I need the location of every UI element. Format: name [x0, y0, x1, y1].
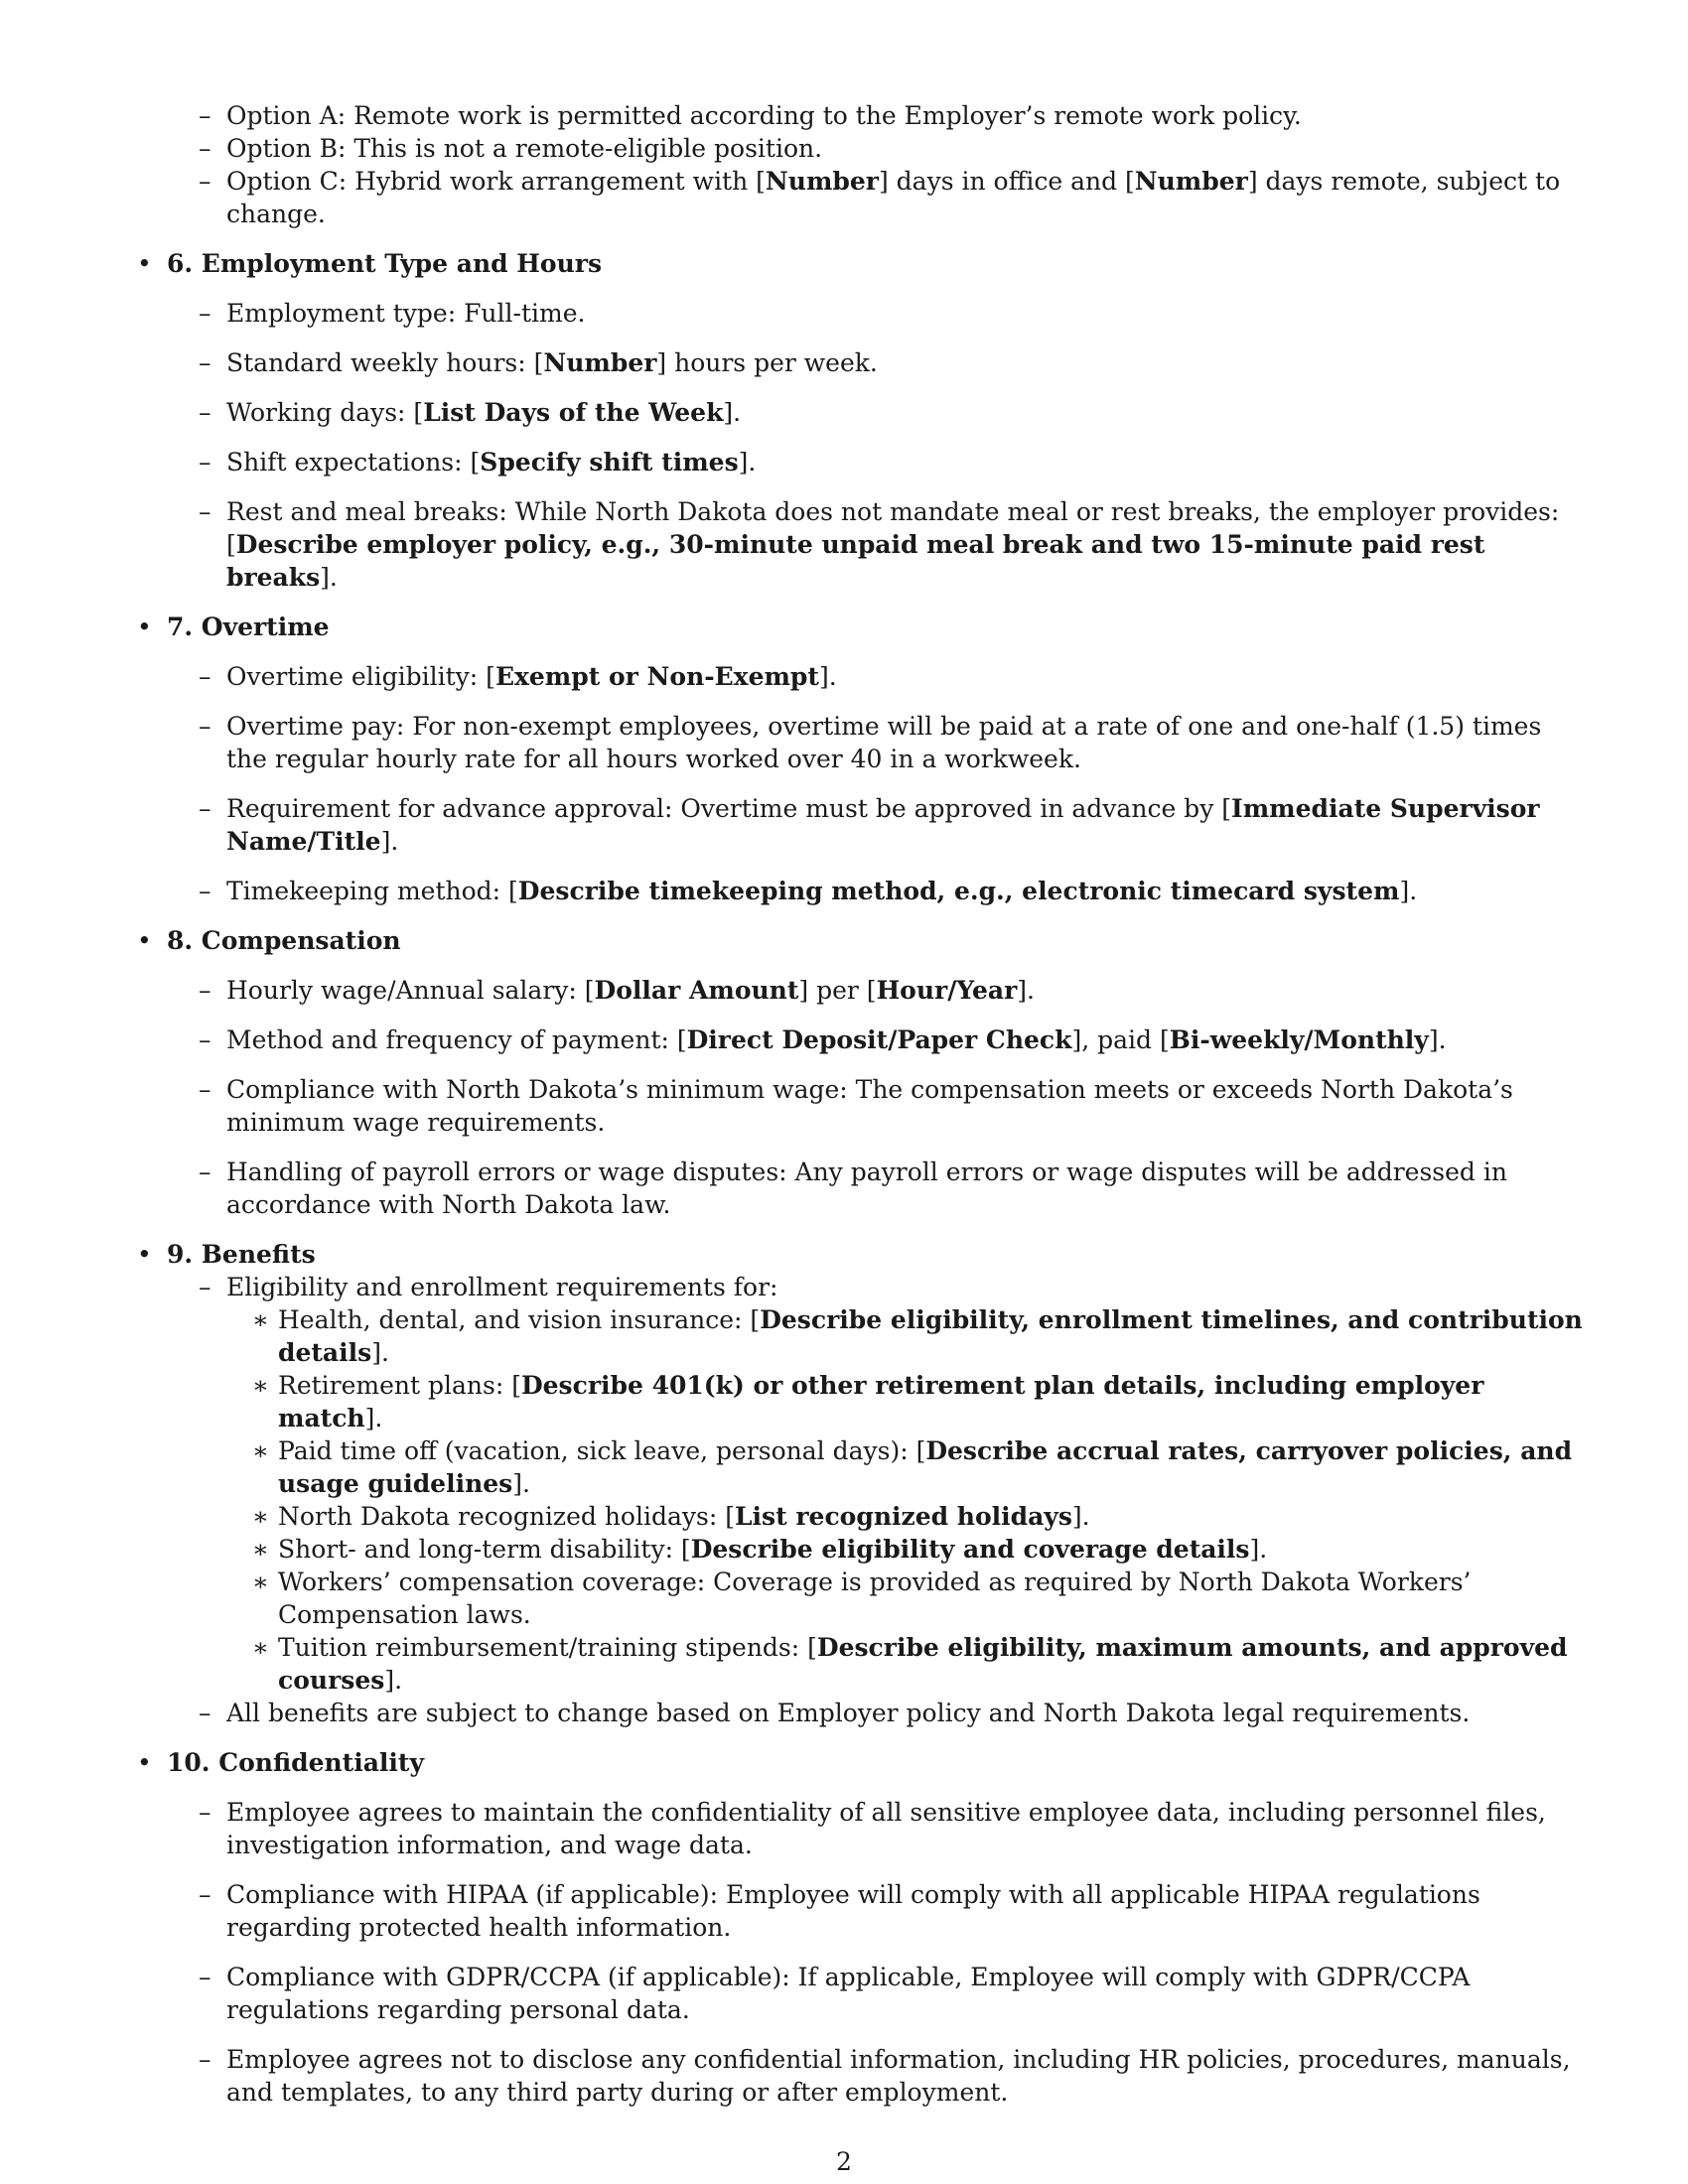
body-text: Method and frequency of payment: [	[226, 1025, 687, 1054]
benefit-item	[226, 1303, 1587, 1369]
clause-text	[226, 495, 1587, 594]
body-text: ] per [	[798, 976, 877, 1005]
body-text: All benefits are subject to change based on Employer policy and North Dakota legal requirements.	[226, 1699, 1471, 1727]
body-text: Option C: Hybrid work arrangement with [	[226, 167, 766, 196]
placeholder-text: List recognized holidays	[734, 1502, 1072, 1531]
clause-text	[226, 875, 1587, 907]
placeholder-text: Describe eligibility, enrollment timelines, and contribution details	[278, 1305, 1583, 1367]
body-text: Employee agrees not to disclose any confidential information, including HR policies, procedures, manuals, and templates, to any third party during or after employment.	[226, 2045, 1571, 2107]
body-text: Option B: This is not a remote-eligible position.	[226, 134, 823, 163]
body-text: Workers’ compensation coverage: Coverage is provided as required by North Dakota Workers’ Compensation laws.	[278, 1568, 1472, 1629]
body-text: ].	[320, 563, 338, 592]
placeholder-text: Direct Deposit/Paper Check	[686, 1025, 1072, 1054]
clause-text	[226, 1024, 1587, 1056]
dash-bullet: –	[199, 1273, 211, 1301]
dash-bullet: –	[199, 1798, 211, 1827]
clause-text	[226, 2043, 1587, 2109]
body-text: Hourly wage/Annual salary: [	[226, 976, 595, 1005]
clause-item	[167, 1796, 1587, 1861]
dash-bullet: –	[199, 134, 211, 163]
body-text: Rest and meal breaks: While North Dakota does not mandate meal or rest breaks, the employer provides: [	[226, 497, 1560, 559]
clause-item	[167, 1271, 1587, 1697]
section-item	[137, 1746, 1587, 2109]
bullet: •	[137, 926, 152, 955]
clause-list	[167, 974, 1587, 1221]
document-body	[137, 99, 1587, 2109]
placeholder-text: Describe employer policy, e.g., 30-minute unpaid meal break and two 15-minute paid rest breaks	[226, 530, 1485, 592]
placeholder-text: Dollar Amount	[594, 976, 799, 1005]
body-text: Compliance with North Dakota’s minimum wage: The compensation meets or exceeds North Dakota’s minimum wage requirements.	[226, 1075, 1513, 1137]
placeholder-text: List Days of the Week	[423, 398, 724, 427]
body-text: Working days: [	[226, 398, 424, 427]
section-heading: 10. Confidentiality	[167, 1748, 424, 1777]
clause-item	[167, 1961, 1587, 2026]
clause-item	[167, 710, 1587, 775]
body-text: ] hours per week.	[656, 348, 878, 377]
section-item	[137, 1238, 1587, 1729]
body-text: ].	[1249, 1535, 1268, 1564]
dash-bullet: –	[199, 497, 211, 526]
body-text: Overtime eligibility: [	[226, 662, 495, 691]
placeholder-text: Specify shift times	[480, 448, 739, 477]
body-text: ].	[380, 827, 399, 856]
section-item	[137, 611, 1587, 907]
body-text: ].	[1017, 976, 1035, 1005]
body-text: ] days remote, subject to change.	[226, 167, 1561, 228]
remote-option-item	[137, 132, 1587, 165]
section-heading: 7. Overtime	[167, 613, 330, 641]
section-heading: 6. Employment Type and Hours	[167, 249, 603, 278]
body-text: Eligibility and enrollment requirements for:	[226, 1273, 778, 1301]
asterisk-bullet: ∗	[252, 1535, 269, 1564]
body-text: ].	[364, 1404, 383, 1433]
clause-item	[167, 446, 1587, 478]
body-text: Shift expectations: [	[226, 448, 481, 477]
clause-text	[226, 297, 1587, 330]
clause-text	[226, 446, 1587, 478]
body-text: Compliance with HIPAA (if applicable): Employee will comply with all applicable HIPAA regulations regarding protected health information.	[226, 1880, 1480, 1942]
bullet: •	[137, 249, 152, 278]
clause-list	[167, 660, 1587, 907]
benefit-item	[226, 1566, 1587, 1631]
body-text: Compliance with GDPR/CCPA (if applicable): If applicable, Employee will comply with GDPR/CCPA regulations regarding personal data.	[226, 1963, 1471, 2024]
body-text: Timekeeping method: [	[226, 877, 518, 905]
dash-bullet: –	[199, 662, 211, 691]
clause-list	[167, 1796, 1587, 2109]
dash-bullet: –	[199, 299, 211, 328]
dash-bullet: –	[199, 2045, 211, 2074]
clause-text	[226, 1697, 1587, 1729]
body-text: Option A: Remote work is permitted according to the Employer’s remote work policy.	[226, 101, 1302, 130]
clause-item	[167, 974, 1587, 1007]
placeholder-text: Hour/Year	[876, 976, 1018, 1005]
remote-option-item	[137, 99, 1587, 132]
bullet: •	[137, 613, 152, 641]
dash-bullet: –	[199, 976, 211, 1005]
clause-item	[167, 1156, 1587, 1221]
clause-item	[167, 1697, 1587, 1729]
body-text: ].	[818, 662, 837, 691]
body-text: Employee agrees to maintain the confidentiality of all sensitive employee data, including personnel files, investigation information, and wage data.	[226, 1798, 1546, 1859]
clause-item	[167, 660, 1587, 693]
body-text: Standard weekly hours: [	[226, 348, 544, 377]
clause-text	[226, 1271, 1587, 1303]
body-text: ].	[371, 1338, 389, 1367]
clause-item	[167, 1878, 1587, 1944]
benefit-item	[226, 1631, 1587, 1697]
benefit-list	[226, 1303, 1587, 1697]
dash-bullet: –	[199, 398, 211, 427]
body-text: Paid time off (vacation, sick leave, personal days): [	[278, 1436, 926, 1465]
clause-text	[226, 1878, 1587, 1944]
clause-item	[167, 297, 1587, 330]
benefit-item	[226, 1533, 1587, 1566]
dash-bullet: –	[199, 1699, 211, 1727]
clause-text	[226, 974, 1587, 1007]
body-text: Retirement plans: [	[278, 1371, 521, 1400]
clause-item	[167, 495, 1587, 594]
clause-text	[226, 1796, 1587, 1861]
asterisk-bullet: ∗	[252, 1371, 269, 1400]
benefit-item	[226, 1500, 1587, 1533]
body-text: Handling of payroll errors or wage disputes: Any payroll errors or wage disputes will be addressed in accordance with North Dakota law.	[226, 1158, 1507, 1219]
dash-bullet: –	[199, 1963, 211, 1991]
dash-bullet: –	[199, 1158, 211, 1186]
bullet: •	[137, 1240, 152, 1269]
benefit-item	[226, 1369, 1587, 1434]
clause-text	[226, 1961, 1587, 2026]
clause-text	[226, 396, 1587, 429]
body-text: North Dakota recognized holidays: [	[278, 1502, 735, 1531]
dash-bullet: –	[199, 167, 211, 196]
placeholder-text: Describe eligibility, maximum amounts, and approved courses	[278, 1633, 1568, 1695]
benefit-item	[226, 1434, 1587, 1500]
body-text: ].	[723, 398, 742, 427]
clause-item	[167, 2043, 1587, 2109]
clause-text	[226, 346, 1587, 379]
dash-bullet: –	[199, 1880, 211, 1909]
placeholder-text: Exempt or Non-Exempt	[494, 662, 819, 691]
dash-bullet: –	[199, 877, 211, 905]
dash-bullet: –	[199, 794, 211, 823]
page-number: 2	[836, 2147, 852, 2176]
placeholder-text: Describe 401(k) or other retirement plan details, including employer match	[278, 1371, 1484, 1433]
clause-item	[167, 1073, 1587, 1139]
clause-item	[167, 396, 1587, 429]
section-heading: 8. Compensation	[167, 926, 401, 955]
section-item	[137, 924, 1587, 1221]
clause-text	[226, 710, 1587, 775]
body-text: ].	[384, 1666, 403, 1695]
clause-item	[167, 875, 1587, 907]
remote-work-options	[137, 99, 1587, 230]
section-list	[137, 247, 1587, 2109]
clause-item	[167, 1024, 1587, 1056]
body-text: Short- and long-term disability: [	[278, 1535, 691, 1564]
body-text: ] days in office and [	[878, 167, 1135, 196]
clause-list	[167, 297, 1587, 594]
clause-text	[226, 792, 1587, 858]
section-item	[137, 247, 1587, 594]
asterisk-bullet: ∗	[252, 1568, 269, 1596]
body-text: ].	[1071, 1502, 1090, 1531]
body-text: ].	[512, 1469, 530, 1498]
placeholder-text: Describe eligibility and coverage details	[690, 1535, 1250, 1564]
clause-item	[167, 346, 1587, 379]
clause-item	[167, 792, 1587, 858]
section-heading: 9. Benefits	[167, 1240, 316, 1269]
dash-bullet: –	[199, 1075, 211, 1104]
placeholder-text: Bi-weekly/Monthly	[1169, 1025, 1429, 1054]
asterisk-bullet: ∗	[252, 1436, 269, 1465]
placeholder-text: Describe accrual rates, carryover policies, and usage guidelines	[278, 1436, 1573, 1498]
clause-text	[226, 1156, 1587, 1221]
dash-bullet: –	[199, 1025, 211, 1054]
body-text: Tuition reimbursement/training stipends: [	[278, 1633, 817, 1662]
clause-text	[226, 1073, 1587, 1139]
dash-bullet: –	[199, 101, 211, 130]
placeholder-text: Immediate Supervisor Name/Title	[226, 794, 1540, 856]
body-text: Health, dental, and vision insurance: [	[278, 1305, 761, 1334]
body-text: Overtime pay: For non-exempt employees, overtime will be paid at a rate of one and one-half (1.5) times the regular hourly rate for all hours worked over 40 in a workweek.	[226, 712, 1542, 773]
clause-text	[226, 660, 1587, 693]
asterisk-bullet: ∗	[252, 1633, 269, 1662]
asterisk-bullet: ∗	[252, 1305, 269, 1334]
placeholder-text: Number	[543, 348, 657, 377]
dash-bullet: –	[199, 348, 211, 377]
bullet: •	[137, 1748, 152, 1777]
remote-option-item	[137, 165, 1587, 230]
placeholder-text: Describe timekeeping method, e.g., electronic timecard system	[517, 877, 1400, 905]
placeholder-text: Number	[1134, 167, 1248, 196]
clause-list	[167, 1271, 1587, 1729]
body-text: ].	[738, 448, 757, 477]
asterisk-bullet: ∗	[252, 1502, 269, 1531]
body-text: ].	[1399, 877, 1418, 905]
dash-bullet: –	[199, 712, 211, 741]
dash-bullet: –	[199, 448, 211, 477]
body-text: Employment type: Full-time.	[226, 299, 586, 328]
placeholder-text: Number	[765, 167, 879, 196]
body-text: Requirement for advance approval: Overtime must be approved in advance by [	[226, 794, 1232, 823]
body-text: ].	[1428, 1025, 1447, 1054]
body-text: ], paid [	[1071, 1025, 1170, 1054]
